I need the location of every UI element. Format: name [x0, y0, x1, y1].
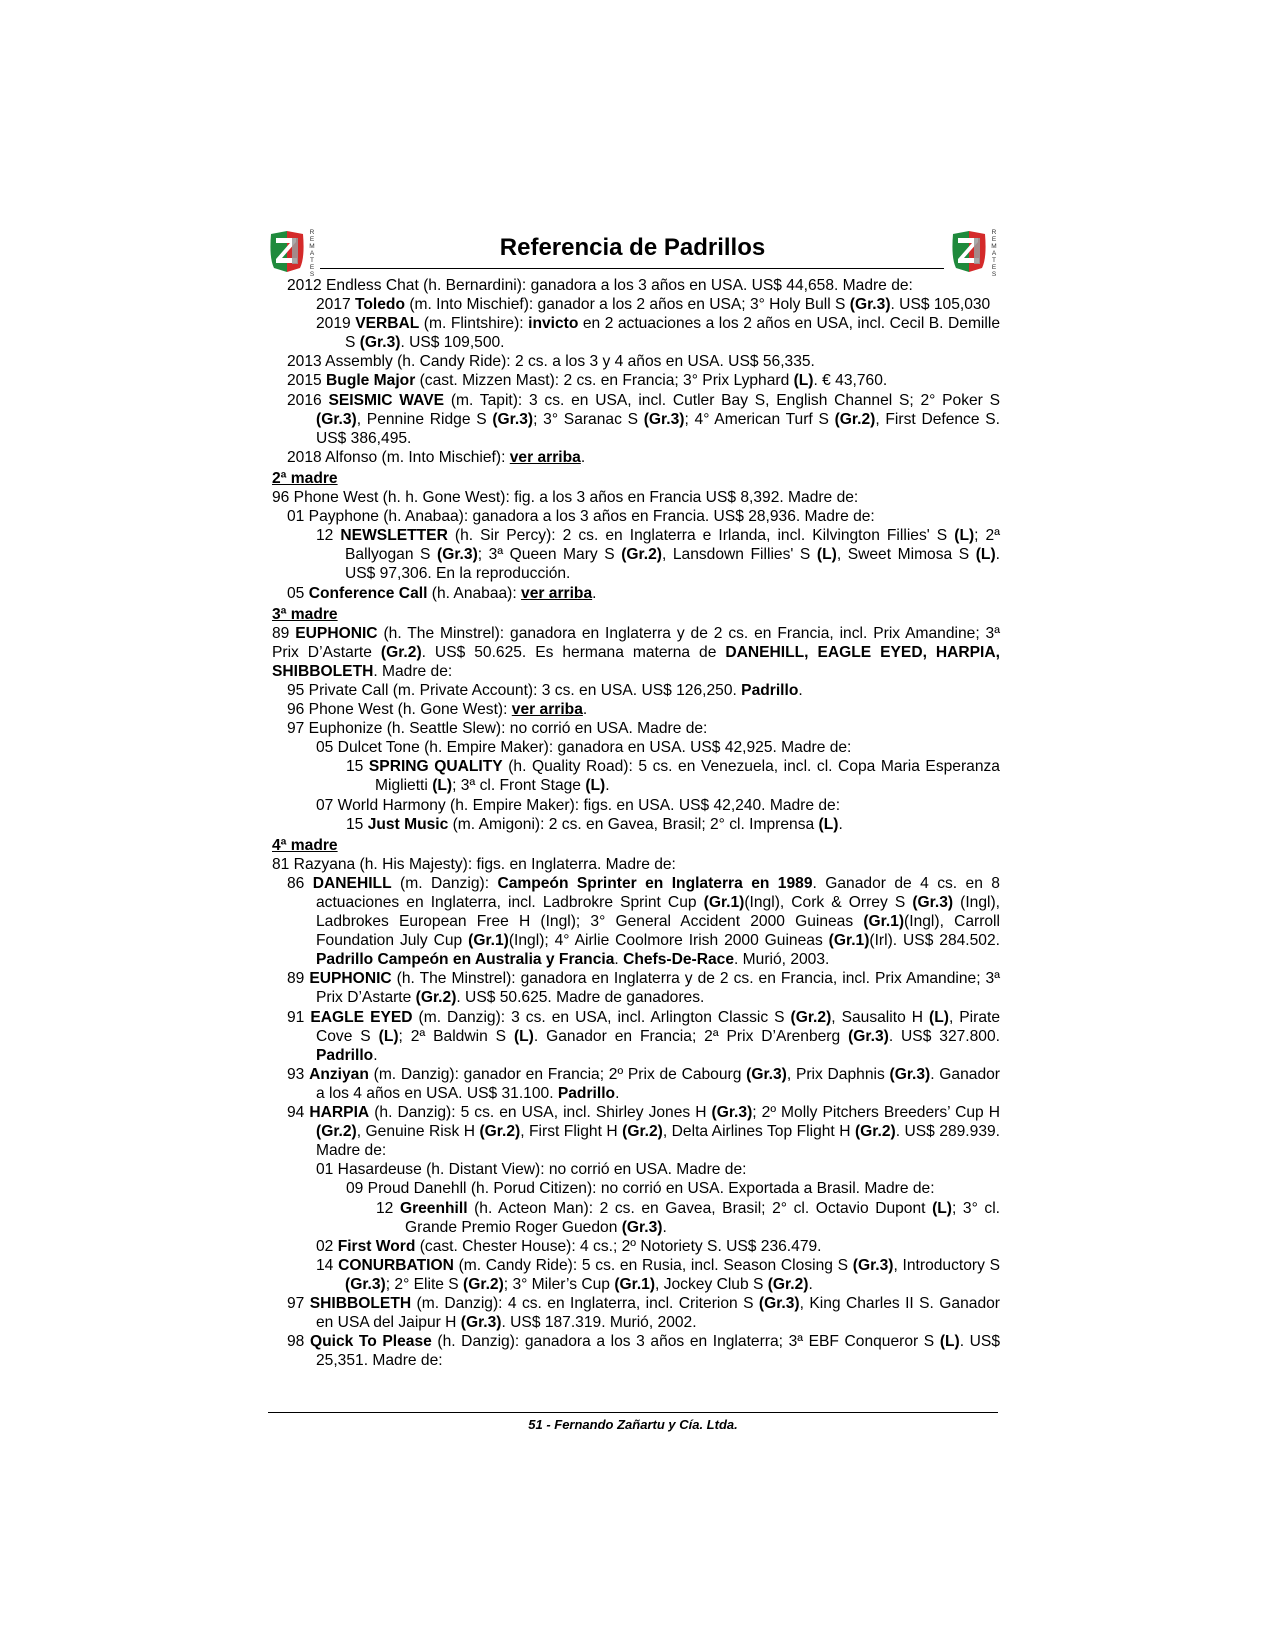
entry-text: , First Defence S. US$ 386,495. — [316, 410, 1000, 447]
entry-text: 3ª madre — [272, 605, 338, 623]
entry-text: . US$ 327.800. — [888, 1027, 1000, 1045]
entry-text: 96 Phone West (h. Gone West): — [287, 701, 512, 719]
cross-reference: ver arriba — [521, 584, 593, 602]
entry-text: 09 Proud Danehll (h. Porud Citizen): no corrió en USA. Exportada a Brasil. Madre de: — [346, 1180, 935, 1198]
pedigree-entry — [272, 584, 1000, 603]
entry-text: 81 Razyana (h. His Majesty): figs. en Inglaterra. Madre de: — [272, 855, 676, 873]
pedigree-text-body — [272, 276, 1000, 1370]
entry-text: 05 — [287, 584, 309, 602]
entry-text: . Ganador en Francia; 2ª Prix D’Arenberg — [533, 1027, 849, 1045]
pedigree-entry — [272, 874, 1000, 969]
pedigree-entry — [272, 1332, 1000, 1370]
bold-text: Campeón Sprinter en Inglaterra en 1989 — [497, 874, 813, 892]
bold-text: (L) — [929, 1008, 949, 1026]
entry-text: . — [808, 1275, 813, 1293]
entry-text: ; 3° Saranac S — [533, 410, 644, 428]
zj-emblem-icon — [268, 228, 306, 276]
section-heading — [272, 469, 1000, 488]
entry-text: (h. Danzig): ganadora a los 3 años en Inglaterra; 3ª EBF Conqueror S — [431, 1333, 940, 1351]
entry-text: ; 2ª Ballyogan S — [345, 527, 1000, 564]
entry-text: 15 — [346, 815, 368, 833]
section-heading — [272, 836, 1000, 855]
pedigree-entry — [272, 1103, 1000, 1160]
pedigree-entry — [272, 1065, 1000, 1103]
entry-text: . — [614, 951, 624, 969]
entry-text: 2012 Endless Chat (h. Bernardini): ganadora a los 3 años en USA. US$ 44,658. Madre de: — [287, 277, 913, 294]
entry-text: , Sausalito H — [831, 1008, 930, 1026]
bold-text: (Gr.3) — [848, 1027, 889, 1045]
pedigree-entry — [272, 1008, 1000, 1065]
entry-text: , Prix Daphnis — [786, 1065, 890, 1083]
entry-text: . Ganador de 4 cs. en 8 actuaciones en Inglaterra, incl. Ladbrokre Sprint Cup — [316, 874, 1000, 911]
footer-divider — [268, 1412, 998, 1413]
bold-text: (Gr.3) — [849, 296, 891, 314]
bold-text: SHIBBOLETH — [309, 1294, 412, 1312]
pedigree-entry — [272, 796, 1000, 815]
entry-text: . — [798, 681, 803, 699]
bold-text: (Gr.1) — [468, 932, 509, 950]
entry-text: . Madre de: — [373, 662, 453, 680]
pedigree-entry — [272, 757, 1000, 795]
pedigree-entry — [272, 1199, 1000, 1237]
logo-word-remates: R E M A T E S — [991, 229, 997, 278]
entry-text: 01 Payphone (h. Anabaa): ganadora a los 3 años en Francia. US$ 28,936. Madre de: — [287, 508, 875, 526]
zj-emblem-icon — [950, 228, 988, 276]
pedigree-entry — [272, 969, 1000, 1007]
page-title: Referencia de Padrillos — [499, 234, 766, 261]
pedigree-entry — [272, 371, 1000, 390]
entry-text: ; 3ª Queen Mary S — [477, 546, 622, 564]
entry-text: (h. Sir Percy): 2 cs. en Inglaterra e Irlanda, incl. Kilvington Fillies' S — [447, 527, 955, 545]
bold-text: (Gr.2) — [463, 1275, 504, 1293]
pedigree-entry — [272, 1256, 1000, 1294]
entry-text: (m. Danzig): — [391, 874, 498, 892]
pedigree-entry — [272, 1237, 1000, 1256]
bold-text: (Gr.3) — [316, 410, 357, 428]
entry-text: en 2 actuaciones a los 2 años en USA, incl. Cecil B. Demille S — [345, 315, 1000, 352]
bold-text: First Word — [337, 1237, 416, 1255]
bold-text: DANEHILL, EAGLE EYED, HARPIA, SHIBBOLETH — [272, 643, 1000, 680]
bold-text: (Gr.3) — [852, 1256, 894, 1274]
bold-text: (Gr.2) — [767, 1275, 809, 1293]
pedigree-entry — [272, 681, 1000, 700]
bold-text: Greenhill — [399, 1199, 468, 1217]
entry-text: , Lansdown Fillies' S — [661, 546, 817, 564]
entry-text: 96 Phone West (h. h. Gone West): fig. a los 3 años en Francia US$ 8,392. Madre de: — [272, 489, 859, 507]
entry-text: (cast. Mizzen Mast): 2 cs. en Francia; 3° Prix Lyphard — [415, 372, 794, 390]
bold-text: (Gr.2) — [854, 1123, 896, 1141]
bold-text: (Gr.3) — [359, 334, 401, 352]
entry-text: (h. The Minstrel): ganadora en Inglaterra y de 2 cs. en Francia, incl. Prix Amandine; 3ª Prix D’Astarte — [316, 970, 1000, 1007]
entry-text: (m. Flintshire): — [419, 315, 529, 333]
entry-text: , Genuine Risk H — [356, 1123, 480, 1141]
pedigree-entry — [272, 738, 1000, 757]
cross-reference: ver arriba — [511, 701, 583, 719]
bold-text: Bugle Major — [326, 372, 416, 390]
bold-text: SEISMIC WAVE — [328, 391, 445, 409]
entry-text: ; 2° Elite S — [385, 1275, 464, 1293]
bold-text: NEWSLETTER — [340, 527, 448, 545]
bold-text: Anziyan — [309, 1065, 369, 1083]
entry-text: . US$ 97,306. En la reproducción. — [345, 546, 1000, 583]
bold-text: (L) — [816, 546, 837, 564]
entry-text: (m. Into Mischief): ganador a los 2 años en USA; 3° Holy Bull S — [404, 296, 850, 314]
entry-text: 4ª madre — [272, 836, 338, 854]
entry-text: . — [838, 815, 843, 833]
entry-text: , Introductory S — [893, 1256, 1000, 1274]
entry-text: , King Charles II S. Ganador en USA del Jaipur H — [316, 1294, 1000, 1332]
bold-text: (Gr.3) — [492, 410, 534, 428]
entry-text: (m. Candy Ride): 5 cs. en Rusia, incl. Season Closing S — [453, 1256, 853, 1274]
bold-text: Chefs-De-Race — [623, 951, 734, 969]
company-logo-right — [950, 228, 1002, 280]
entry-text: . US$ 187.319. Murió, 2002. — [501, 1314, 697, 1332]
bold-text: (Gr.2) — [622, 1123, 663, 1141]
entry-text: 12 — [376, 1199, 400, 1217]
bold-text: (L) — [793, 372, 814, 390]
pedigree-entry — [272, 295, 1000, 314]
entry-text: (Irl). US$ 284.502. — [869, 932, 1000, 950]
entry-text: . US$ 289.939. Madre de: — [316, 1123, 1000, 1160]
bold-text: (Gr.2) — [415, 989, 457, 1007]
pedigree-entry — [272, 815, 1000, 834]
entry-text: . US$ 25,351. Madre de: — [316, 1333, 1000, 1370]
bold-text: (L) — [432, 777, 453, 795]
bold-text: Padrillo Campeón en Australia y Francia — [316, 951, 615, 969]
entry-text: . — [373, 1046, 378, 1064]
entry-text: (Ingl), Cork & Orrey S — [744, 894, 913, 911]
entry-text: 15 — [346, 758, 369, 776]
entry-text: . Murió, 2003. — [734, 951, 830, 969]
bold-text: (Gr.3) — [437, 546, 478, 564]
pedigree-entry — [272, 391, 1000, 448]
entry-text: 2016 — [287, 391, 329, 409]
entry-text: (Ingl), Ladbrokes European Free H (Ingl); 3° General Accident 2000 Guineas — [316, 894, 1001, 931]
bold-text: (Gr.3) — [621, 1218, 663, 1236]
bold-text: (L) — [513, 1027, 534, 1045]
entry-text: 94 — [287, 1104, 310, 1122]
pedigree-entry — [272, 1294, 1000, 1332]
bold-text: (Gr.2) — [834, 410, 876, 428]
entry-text: (h. Anabaa): — [427, 584, 522, 602]
entry-text: ; 3ª cl. Front Stage — [452, 777, 586, 795]
entry-text: . € 43,760. — [813, 372, 888, 390]
entry-text: 95 Private Call (m. Private Account): 3 cs. en USA. US$ 126,250. — [287, 681, 742, 699]
bold-text: EAGLE EYED — [310, 1008, 413, 1026]
entry-text: 89 — [287, 970, 310, 988]
entry-text: . — [605, 777, 610, 795]
pedigree-entry — [272, 719, 1000, 738]
bold-text: (Gr.3) — [746, 1065, 787, 1083]
bold-text: Padrillo — [741, 681, 799, 699]
entry-text: 2018 Alfonso (m. Into Mischief): — [287, 448, 510, 466]
bold-text: Conference Call — [308, 584, 428, 602]
pedigree-entry — [272, 314, 1000, 352]
header-divider — [320, 268, 944, 269]
pedigree-entry — [272, 276, 1000, 295]
entry-text: . — [592, 584, 597, 602]
company-logo-left — [268, 228, 320, 280]
bold-text: EUPHONIC — [309, 970, 392, 988]
entry-text: (m. Danzig): ganador en Francia; 2º Prix de Cabourg — [368, 1065, 747, 1083]
entry-text: , First Flight H — [520, 1123, 623, 1141]
entry-text: 93 — [287, 1065, 310, 1083]
bold-text: (Gr.3) — [345, 1275, 386, 1293]
entry-text: 07 World Harmony (h. Empire Maker): figs. en USA. US$ 42,240. Madre de: — [316, 796, 841, 814]
entry-text: ; 4° American Turf S — [684, 410, 835, 428]
pedigree-entry — [272, 352, 1000, 371]
bold-text: VERBAL — [355, 315, 420, 333]
page-footer: 51 - Fernando Zañartu y Cía. Ltda. — [528, 1417, 738, 1432]
entry-text: (cast. Chester House): 4 cs.; 2º Notoriety S. US$ 236.479. — [415, 1237, 822, 1255]
entry-text: 02 — [316, 1237, 338, 1255]
bold-text: invicto — [528, 315, 579, 333]
entry-text: 91 — [287, 1008, 311, 1026]
entry-text: 2017 — [316, 296, 356, 314]
logo-word-remates: R E M A T E S — [309, 229, 315, 278]
entry-text: (h. Quality Road): 5 cs. en Venezuela, incl. cl. Copa Maria Esperanza Miglietti — [375, 758, 1000, 795]
entry-text: 14 — [316, 1256, 339, 1274]
bold-text: DANEHILL — [312, 874, 392, 892]
entry-text: 97 — [287, 1294, 310, 1312]
entry-text: 12 — [316, 527, 341, 545]
bold-text: (L) — [939, 1333, 960, 1351]
entry-text: 05 Dulcet Tone (h. Empire Maker): ganadora en USA. US$ 42,925. Madre de: — [316, 739, 852, 757]
bold-text: (Gr.2) — [479, 1123, 521, 1141]
entry-text: ; 2º Molly Pitchers Breeders’ Cup H — [752, 1104, 1000, 1122]
bold-text: (L) — [585, 777, 606, 795]
entry-text: , Pennine Ridge S — [356, 410, 493, 428]
bold-text: (Gr.2) — [380, 643, 422, 661]
bold-text: (Gr.2) — [316, 1123, 357, 1141]
bold-text: Just Music — [367, 815, 449, 833]
entry-text: 2019 — [316, 315, 356, 333]
bold-text: (L) — [378, 1027, 399, 1045]
bold-text: (Gr.1) — [863, 913, 905, 931]
bold-text: (Gr.3) — [889, 1065, 931, 1083]
entry-text: . US$ 105,030 — [890, 296, 991, 314]
entry-text: (h. Danzig): 5 cs. en USA, incl. Shirley Jones H — [369, 1104, 712, 1122]
bold-text: (Gr.1) — [614, 1275, 656, 1293]
bold-text: Toledo — [355, 296, 405, 314]
entry-text: 2015 — [287, 372, 327, 390]
entry-text: (m. Danzig): 4 cs. en Inglaterra, incl. Criterion S — [411, 1294, 759, 1312]
bold-text: (L) — [954, 527, 975, 545]
pedigree-entry — [272, 855, 1000, 874]
pedigree-entry — [272, 1179, 1000, 1198]
entry-text: 01 Hasardeuse (h. Distant View): no corrió en USA. Madre de: — [316, 1161, 747, 1179]
entry-text: . — [580, 448, 586, 466]
bold-text: (Gr.3) — [912, 894, 954, 911]
bold-text: (Gr.2) — [790, 1008, 832, 1026]
bold-text: (Gr.1) — [703, 894, 745, 911]
entry-text: (Ingl), Carroll Foundation July Cup — [316, 913, 1000, 950]
entry-text: (m. Amigoni): 2 cs. en Gavea, Brasil; 2° cl. Imprensa — [448, 815, 819, 833]
pedigree-entry — [272, 624, 1000, 681]
bold-text: (L) — [932, 1199, 952, 1217]
entry-text: 98 — [287, 1333, 310, 1351]
bold-text: (L) — [818, 815, 839, 833]
bold-text: SPRING QUALITY — [368, 758, 503, 776]
pedigree-entry — [272, 700, 1000, 719]
entry-text: 86 — [287, 874, 313, 892]
bold-text: (L) — [975, 546, 996, 564]
entry-text: (h. Acteon Man): 2 cs. en Gavea, Brasil; 2° cl. Octavio Dupont — [467, 1199, 933, 1217]
pedigree-entry — [272, 488, 1000, 507]
entry-text: ; 3° Miler’s Cup — [503, 1275, 615, 1293]
pedigree-entry — [272, 507, 1000, 526]
entry-text: ; 3° cl. Grande Premio Roger Guedon — [405, 1199, 1001, 1236]
pedigree-entry — [272, 1160, 1000, 1179]
entry-text: . US$ 50.625. Es hermana materna de — [421, 643, 726, 661]
entry-text: . — [582, 701, 588, 719]
entry-text: (m. Danzig): 3 cs. en USA, incl. Arlington Classic S — [412, 1008, 791, 1026]
entry-text: , Jockey Club S — [655, 1275, 768, 1293]
entry-text: . — [662, 1218, 667, 1236]
entry-text: , Delta Airlines Top Flight H — [662, 1123, 855, 1141]
pedigree-entry — [272, 526, 1000, 583]
entry-text: . US$ 50.625. Madre de ganadores. — [456, 989, 705, 1007]
entry-text: . US$ 109,500. — [400, 334, 505, 352]
bold-text: (Gr.3) — [643, 410, 685, 428]
entry-text: . — [615, 1084, 620, 1102]
entry-text: 2013 Assembly (h. Candy Ride): 2 cs. a los 3 y 4 años en USA. US$ 56,335. — [287, 353, 815, 371]
entry-text: 89 — [272, 624, 296, 642]
entry-text: . Ganador a los 4 años en USA. US$ 31.100. — [316, 1065, 1000, 1102]
bold-text: (Gr.1) — [828, 932, 870, 950]
section-heading — [272, 605, 1000, 624]
entry-text: (m. Tapit): 3 cs. en USA, incl. Cutler Bay S, English Channel S; 2° Poker S — [444, 391, 1000, 409]
entry-text: , Sweet Mimosa S — [836, 546, 976, 564]
bold-text: (Gr.2) — [621, 546, 662, 564]
entry-text: (Ingl); 4° Airlie Coolmore Irish 2000 Guineas — [508, 932, 829, 950]
entry-text: 2ª madre — [272, 469, 338, 487]
entry-text: (h. The Minstrel): ganadora en Inglaterra y de 2 cs. en Francia, incl. Prix Amandine; 3ª Prix D’Astarte — [272, 624, 1000, 661]
bold-text: EUPHONIC — [295, 624, 378, 642]
pedigree-entry — [272, 448, 1000, 467]
bold-text: (Gr.3) — [758, 1294, 800, 1312]
entry-text: , Pirate Cove S — [316, 1008, 1001, 1045]
bold-text: CONURBATION — [338, 1256, 454, 1274]
bold-text: (Gr.3) — [711, 1104, 753, 1122]
bold-text: Padrillo — [316, 1046, 374, 1064]
bold-text: Padrillo — [557, 1084, 616, 1102]
entry-text: ; 2ª Baldwin S — [398, 1027, 514, 1045]
bold-text: (Gr.3) — [460, 1314, 502, 1332]
cross-reference: ver arriba — [509, 448, 581, 466]
bold-text: HARPIA — [309, 1104, 370, 1122]
entry-text: 97 Euphonize (h. Seattle Slew): no corrió en USA. Madre de: — [287, 720, 708, 738]
bold-text: Quick To Please — [309, 1333, 432, 1351]
